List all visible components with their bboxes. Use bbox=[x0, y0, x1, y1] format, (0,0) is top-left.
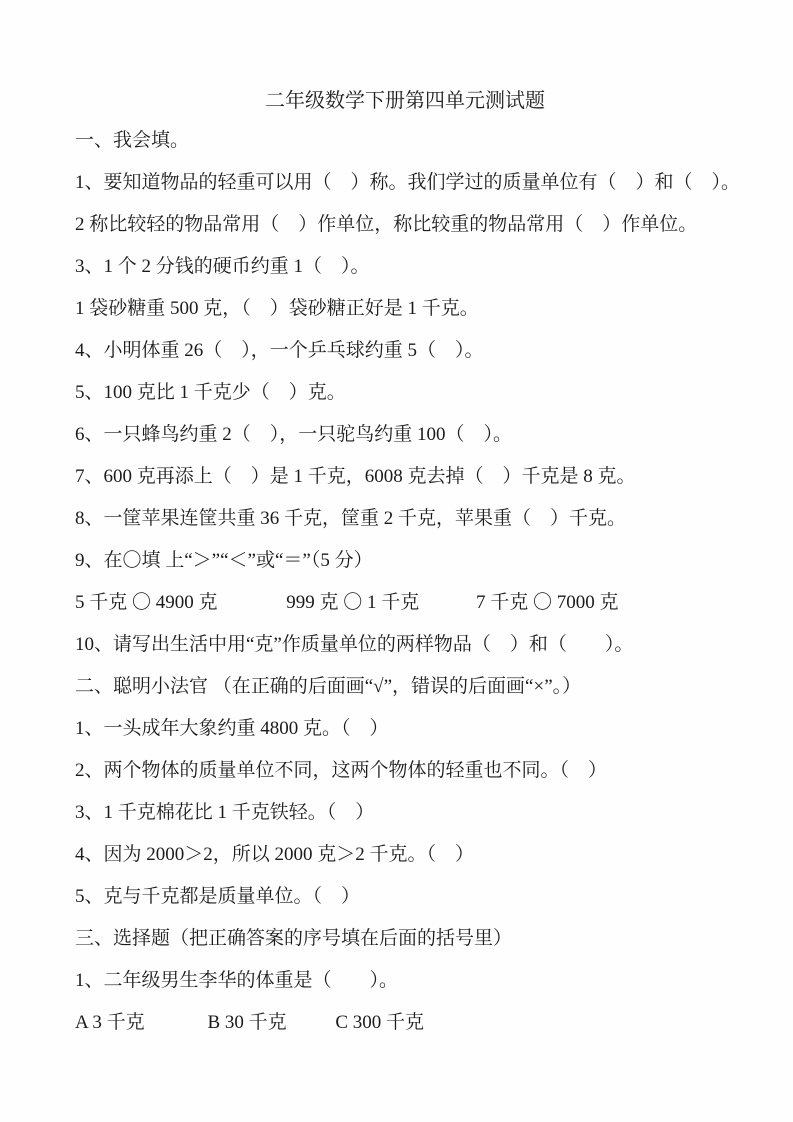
fill-q6: 6、一只蜂鸟约重 2（ ），一只驼鸟约重 100（ ）。 bbox=[75, 424, 513, 445]
document-body bbox=[75, 129, 765, 1053]
section-fill-heading: 一、我会填。 bbox=[75, 130, 190, 151]
fill-q9: 9、在〇填 上“＞”“＜”或“＝”（5 分） bbox=[75, 550, 373, 571]
fill-q3: 3、1 个 2 分钱的硬币约重 1（ ）。 bbox=[75, 256, 370, 277]
choice-q1-options-row bbox=[75, 1011, 765, 1053]
choice-option: C 300 千克 bbox=[335, 1012, 425, 1033]
page-title: 二年级数学下册第四单元测试题 bbox=[265, 90, 545, 112]
compare-item: 7 千克 〇 7000 克 bbox=[476, 592, 619, 613]
fill-q9-compare-row bbox=[75, 591, 765, 633]
section-judge-heading: 二、聪明小法官 （在正确的后面画“√”，错误的后面画“×”。） bbox=[75, 676, 582, 697]
fill-q4: 4、小明体重 26（ ），一个乒乓球约重 5（ ）。 bbox=[75, 340, 484, 361]
judge-q3: 3、1 千克棉花比 1 千克铁轻。（ ） bbox=[75, 802, 375, 823]
judge-q5: 5、克与千克都是质量单位。（ ） bbox=[75, 886, 361, 907]
choice-option: B 30 千克 bbox=[207, 1012, 287, 1033]
fill-q2: 2 称比较轻的物品常用（ ）作单位，称比较重的物品常用（ ）作单位。 bbox=[75, 214, 698, 235]
fill-q10: 10、请写出生活中用“克”作质量单位的两样物品（ ）和（ ）。 bbox=[75, 634, 634, 655]
judge-q1: 1、一头成年大象约重 4800 克。（ ） bbox=[75, 718, 389, 739]
judge-q2: 2、两个物体的质量单位不同，这两个物体的轻重也不同。（ ） bbox=[75, 760, 608, 781]
fill-q8: 8、一筐苹果连筐共重 36 千克，筐重 2 千克，苹果重（ ）千克。 bbox=[75, 508, 627, 529]
section-choice-heading: 三、选择题（把正确答案的序号填在后面的括号里） bbox=[75, 928, 513, 949]
choice-option: A 3 千克 bbox=[75, 1012, 145, 1033]
fill-q1: 1、要知道物品的轻重可以用（ ）称。我们学过的质量单位有（ ）和（ ）。 bbox=[75, 172, 741, 193]
fill-q5: 5、100 克比 1 千克少（ ）克。 bbox=[75, 382, 346, 403]
fill-q3-sub: 1 袋砂糖重 500 克，（ ）袋砂糖正好是 1 千克。 bbox=[75, 298, 479, 319]
fill-q7: 7、600 克再添上（ ）是 1 千克，6008 克去掉（ ）千克是 8 克。 bbox=[75, 466, 636, 487]
judge-q4: 4、因为 2000＞2，所以 2000 克＞2 千克。（ ） bbox=[75, 844, 475, 865]
compare-item: 999 克 〇 1 千克 bbox=[286, 592, 420, 613]
compare-item: 5 千克 〇 4900 克 bbox=[75, 592, 218, 613]
choice-q1: 1、二年级男生李华的体重是（ ）。 bbox=[75, 970, 399, 991]
